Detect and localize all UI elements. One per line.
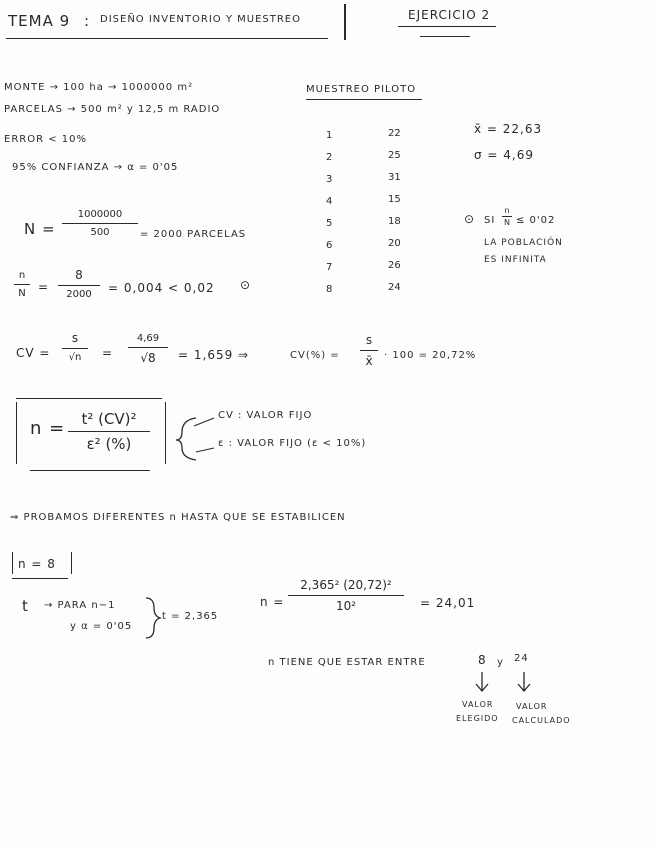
note-line2: ES INFINITA (484, 255, 547, 265)
cv-f2-num: 4,69 (136, 333, 160, 344)
note-mark: ⊙ (464, 212, 476, 226)
conclusion-value-24: 24 (514, 653, 529, 664)
note-condition: ≤ 0'02 (516, 215, 556, 226)
nN-lhs-den: N (18, 288, 26, 299)
mean-value: x̄ = 22,63 (474, 122, 543, 136)
label-valor-elegido-2: ELEGIDO (456, 714, 499, 723)
topic-title: TEMA 9 (8, 12, 71, 30)
note-frac-den: N (504, 218, 510, 227)
note-si: SI (484, 215, 496, 226)
formula-numerator: t² (CV)² (81, 410, 137, 428)
monte-line: MONTE → 100 ha → 1000000 m² (4, 82, 194, 93)
t-symbol: t (22, 597, 29, 615)
exercise-label: EJERCICIO 2 (408, 8, 491, 22)
t-result: t = 2,365 (162, 611, 219, 622)
conclusion-y: y (497, 657, 504, 668)
note-frac-num: n (504, 206, 510, 215)
muestreo-value: 24 (388, 282, 401, 293)
topic-subtitle: DISEÑO INVENTORIO Y MUESTREO (100, 14, 301, 25)
topic-colon: : (84, 12, 91, 30)
sigma-value: σ = 4,69 (474, 148, 535, 162)
formula-denominator: ε² (%) (86, 435, 132, 453)
label-valor-elegido-1: VALOR (462, 700, 494, 709)
label-valor-calculado-1: VALOR (516, 702, 548, 711)
N-numerator: 1000000 (77, 209, 123, 220)
n-calc-lhs: n = (260, 595, 285, 609)
muestreo-value: 26 (388, 260, 401, 271)
nN-lhs-num: n (18, 270, 26, 281)
t-para: → PARA n−1 (44, 600, 116, 611)
N-result: = 2000 PARCELAS (140, 229, 247, 240)
nN-denominator: 2000 (66, 289, 92, 300)
muestreo-index: 6 (326, 240, 333, 251)
probamos-line: ⇒ PROBAMOS DIFERENTES n HASTA QUE SE ESTABILICEN (10, 512, 346, 523)
muestreo-title: MUESTREO PILOTO (306, 84, 417, 95)
formula-lhs: n = (30, 418, 66, 439)
muestreo-index: 2 (326, 152, 333, 163)
N-denominator: 500 (90, 227, 110, 238)
nN-mark: ⊙ (240, 278, 252, 292)
label-valor-calculado-2: CALCULADO (512, 716, 571, 725)
nN-result: = 0,004 < 0,02 (108, 281, 215, 295)
muestreo-index: 7 (326, 262, 333, 273)
muestreo-index: 1 (326, 130, 333, 141)
cv-eq1: = (102, 346, 114, 360)
muestreo-value: 15 (388, 194, 401, 205)
cv-f3-num: s (365, 333, 373, 347)
muestreo-value: 22 (388, 128, 401, 139)
muestreo-value: 20 (388, 238, 401, 249)
nN-numerator: 8 (75, 268, 83, 282)
muestreo-value: 18 (388, 216, 401, 227)
nN-eq: = (38, 280, 50, 294)
cv-result: = 1,659 ⇒ (178, 348, 250, 362)
N-lhs: N = (24, 220, 56, 238)
parcelas-line: PARCELAS → 500 m² y 12,5 m RADIO (4, 104, 221, 115)
note-line1: LA POBLACIÓN (484, 238, 563, 248)
muestreo-index: 4 (326, 196, 333, 207)
muestreo-index: 3 (326, 174, 333, 185)
confianza-line: 95% CONFIANZA → α = 0'05 (12, 162, 179, 173)
cv-f2-den: √8 (140, 351, 156, 365)
muestreo-index: 8 (326, 284, 333, 295)
cv-f3-den: x̄ (365, 354, 373, 368)
t-alpha: y α = 0'05 (70, 621, 133, 632)
conclusion-text: n TIENE QUE ESTAR ENTRE (268, 657, 426, 668)
cv-percent-result: · 100 = 20,72% (384, 350, 477, 361)
muestreo-value: 25 (388, 150, 401, 161)
muestreo-index: 5 (326, 218, 333, 229)
cv-lhs: CV = (16, 346, 51, 360)
error-line: ERROR < 10% (4, 134, 87, 145)
error-fixed-note: ε : VALOR FIJO (ε < 10%) (218, 438, 367, 449)
cv-f1-den: √n (68, 352, 82, 363)
conclusion-value-8: 8 (478, 653, 487, 667)
n8-label: n = 8 (18, 557, 56, 571)
n-calc-result: = 24,01 (420, 596, 476, 610)
n-calc-denominator: 10² (335, 599, 357, 613)
cv-fixed-note: CV : VALOR FIJO (218, 410, 313, 421)
n-calc-numerator: 2,365² (20,72)² (300, 578, 392, 592)
cv-f1-num: s (71, 331, 79, 345)
muestreo-value: 31 (388, 172, 401, 183)
cv-percent-lhs: CV(%) = (290, 350, 340, 361)
